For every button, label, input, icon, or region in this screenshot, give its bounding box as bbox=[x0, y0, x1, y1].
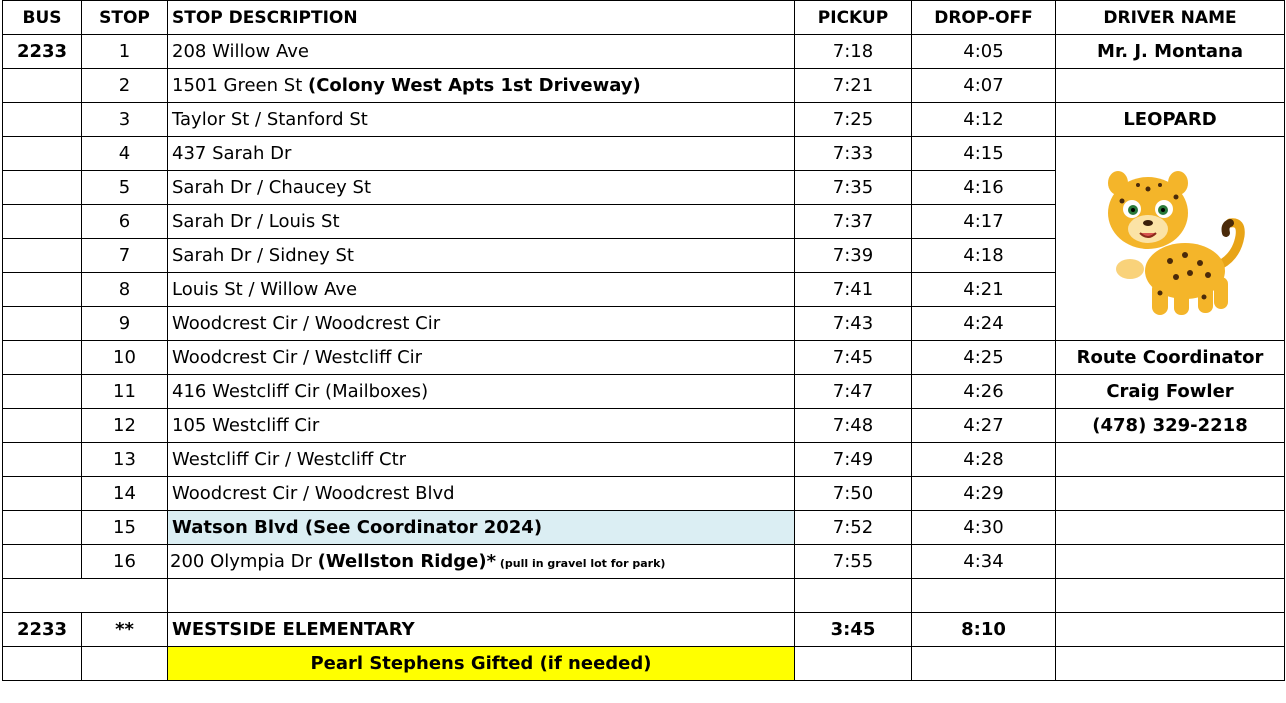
empty-cell bbox=[795, 579, 912, 613]
pickup-time: 7:43 bbox=[795, 307, 912, 341]
stop-number: 2 bbox=[82, 69, 168, 103]
coordinator-phone: (478) 329-2218 bbox=[1056, 409, 1285, 443]
stop-description: Woodcrest Cir / Woodcrest Cir bbox=[168, 307, 795, 341]
dropoff-time: 4:29 bbox=[912, 477, 1056, 511]
pickup-time: 7:45 bbox=[795, 341, 912, 375]
school-row bbox=[3, 613, 1285, 647]
stop-description-small-note: (pull in gravel lot for park) bbox=[496, 557, 666, 570]
school-bus-number: 2233 bbox=[3, 613, 82, 647]
dropoff-time: 4:34 bbox=[912, 545, 1056, 579]
bus-cell bbox=[3, 137, 82, 171]
header-row bbox=[3, 1, 1285, 35]
driver-cell bbox=[1056, 443, 1285, 477]
dropoff-time: 4:17 bbox=[912, 205, 1056, 239]
stop-description-text: 1501 Green St bbox=[172, 75, 308, 96]
driver-cell bbox=[1056, 477, 1285, 511]
bus-cell bbox=[3, 307, 82, 341]
stop-description bbox=[168, 69, 795, 103]
gifted-program: Pearl Stephens Gifted (if needed) bbox=[168, 647, 795, 681]
table-row bbox=[3, 409, 1285, 443]
pickup-time: 7:18 bbox=[795, 35, 912, 69]
school-stop: ** bbox=[82, 613, 168, 647]
empty-cell bbox=[1056, 579, 1285, 613]
table-row bbox=[3, 545, 1285, 579]
pickup-time: 7:50 bbox=[795, 477, 912, 511]
school-dropoff: 8:10 bbox=[912, 613, 1056, 647]
stop-number: 9 bbox=[82, 307, 168, 341]
table-row bbox=[3, 443, 1285, 477]
stop-description-note: (Wellston Ridge)* bbox=[317, 551, 497, 572]
dropoff-time: 4:16 bbox=[912, 171, 1056, 205]
table-row bbox=[3, 477, 1285, 511]
driver-cell bbox=[1056, 545, 1285, 579]
header-pickup: PICKUP bbox=[795, 1, 912, 35]
empty-cell bbox=[168, 579, 795, 613]
pickup-time: 7:55 bbox=[795, 545, 912, 579]
bus-cell bbox=[3, 647, 82, 681]
pickup-time: 7:25 bbox=[795, 103, 912, 137]
dropoff-time: 4:27 bbox=[912, 409, 1056, 443]
pickup-time: 7:35 bbox=[795, 171, 912, 205]
stop-number: 6 bbox=[82, 205, 168, 239]
stop-number: 7 bbox=[82, 239, 168, 273]
stop-description-text: 200 Olympia Dr bbox=[170, 551, 318, 572]
dropoff-time: 4:24 bbox=[912, 307, 1056, 341]
pickup-time: 7:33 bbox=[795, 137, 912, 171]
bus-cell bbox=[3, 273, 82, 307]
stop-number: 11 bbox=[82, 375, 168, 409]
dropoff-time: 4:25 bbox=[912, 341, 1056, 375]
coordinator-name: Craig Fowler bbox=[1056, 375, 1285, 409]
header-description: STOP DESCRIPTION bbox=[168, 1, 795, 35]
stop-description-highlighted: Watson Blvd (See Coordinator 2024) bbox=[168, 511, 795, 545]
table-row bbox=[3, 35, 1285, 69]
bus-cell bbox=[3, 171, 82, 205]
dropoff-cell bbox=[912, 647, 1056, 681]
pickup-time: 7:37 bbox=[795, 205, 912, 239]
pickup-time: 7:21 bbox=[795, 69, 912, 103]
pickup-time: 7:41 bbox=[795, 273, 912, 307]
stop-description: Taylor St / Stanford St bbox=[168, 103, 795, 137]
dropoff-time: 4:28 bbox=[912, 443, 1056, 477]
empty-cell bbox=[912, 579, 1056, 613]
coordinator-title: Route Coordinator bbox=[1056, 341, 1285, 375]
stop-number: 12 bbox=[82, 409, 168, 443]
table-row bbox=[3, 375, 1285, 409]
driver-cell bbox=[1056, 647, 1285, 681]
dropoff-time: 4:12 bbox=[912, 103, 1056, 137]
stop-description: 416 Westcliff Cir (Mailboxes) bbox=[168, 375, 795, 409]
pickup-time: 7:48 bbox=[795, 409, 912, 443]
stop-description-note: (Colony West Apts 1st Driveway) bbox=[307, 75, 641, 96]
bus-route-table bbox=[2, 0, 1285, 681]
stop-description: 208 Willow Ave bbox=[168, 35, 795, 69]
pickup-time: 7:52 bbox=[795, 511, 912, 545]
stop-description: 105 Westcliff Cir bbox=[168, 409, 795, 443]
stop-description: 437 Sarah Dr bbox=[168, 137, 795, 171]
bus-cell bbox=[3, 375, 82, 409]
stop-number: 4 bbox=[82, 137, 168, 171]
driver-name: Mr. J. Montana bbox=[1056, 35, 1285, 69]
bus-cell bbox=[3, 205, 82, 239]
header-driver: DRIVER NAME bbox=[1056, 1, 1285, 35]
dropoff-time: 4:05 bbox=[912, 35, 1056, 69]
bus-cell bbox=[3, 409, 82, 443]
table-row bbox=[3, 137, 1285, 171]
stop-description: Westcliff Cir / Westcliff Ctr bbox=[168, 443, 795, 477]
stop-number: 1 bbox=[82, 35, 168, 69]
extra-row bbox=[3, 647, 1285, 681]
bus-cell bbox=[3, 341, 82, 375]
dropoff-time: 4:21 bbox=[912, 273, 1056, 307]
driver-cell bbox=[1056, 511, 1285, 545]
stop-number: 15 bbox=[82, 511, 168, 545]
stop-description bbox=[168, 545, 795, 579]
stop-number: 13 bbox=[82, 443, 168, 477]
bus-cell bbox=[3, 511, 82, 545]
bus-number: 2233 bbox=[3, 35, 82, 69]
mascot-image-cell bbox=[1056, 137, 1285, 341]
stop-number: 14 bbox=[82, 477, 168, 511]
header-bus: BUS bbox=[3, 1, 82, 35]
pickup-time: 7:39 bbox=[795, 239, 912, 273]
stop-number: 8 bbox=[82, 273, 168, 307]
table-row bbox=[3, 341, 1285, 375]
dropoff-time: 4:18 bbox=[912, 239, 1056, 273]
bus-cell bbox=[3, 545, 82, 579]
bus-cell bbox=[3, 69, 82, 103]
stop-description: Sarah Dr / Chaucey St bbox=[168, 171, 795, 205]
stop-number: 3 bbox=[82, 103, 168, 137]
header-dropoff: DROP-OFF bbox=[912, 1, 1056, 35]
school-name: WESTSIDE ELEMENTARY bbox=[168, 613, 795, 647]
table-row bbox=[3, 103, 1285, 137]
table-row bbox=[3, 511, 1285, 545]
bus-cell bbox=[3, 443, 82, 477]
empty-cell bbox=[82, 579, 168, 613]
bus-cell bbox=[3, 103, 82, 137]
dropoff-time: 4:15 bbox=[912, 137, 1056, 171]
pickup-time: 7:47 bbox=[795, 375, 912, 409]
stop-description: Woodcrest Cir / Westcliff Cir bbox=[168, 341, 795, 375]
stop-description: Woodcrest Cir / Woodcrest Blvd bbox=[168, 477, 795, 511]
dropoff-time: 4:07 bbox=[912, 69, 1056, 103]
stop-description: Sarah Dr / Louis St bbox=[168, 205, 795, 239]
school-pickup: 3:45 bbox=[795, 613, 912, 647]
stop-description: Sarah Dr / Sidney St bbox=[168, 239, 795, 273]
stop-number: 16 bbox=[82, 545, 168, 579]
leopard-mascot-icon bbox=[1090, 151, 1250, 326]
empty-row bbox=[3, 579, 1285, 613]
stop-number: 10 bbox=[82, 341, 168, 375]
bus-cell bbox=[3, 239, 82, 273]
header-stop: STOP bbox=[82, 1, 168, 35]
bus-cell bbox=[3, 477, 82, 511]
table-row bbox=[3, 69, 1285, 103]
dropoff-time: 4:30 bbox=[912, 511, 1056, 545]
stop-cell bbox=[82, 647, 168, 681]
driver-cell bbox=[1056, 613, 1285, 647]
mascot-name: LEOPARD bbox=[1056, 103, 1285, 137]
pickup-cell bbox=[795, 647, 912, 681]
pickup-time: 7:49 bbox=[795, 443, 912, 477]
empty-cell bbox=[3, 579, 82, 613]
stop-number: 5 bbox=[82, 171, 168, 205]
stop-description: Louis St / Willow Ave bbox=[168, 273, 795, 307]
driver-cell bbox=[1056, 69, 1285, 103]
dropoff-time: 4:26 bbox=[912, 375, 1056, 409]
